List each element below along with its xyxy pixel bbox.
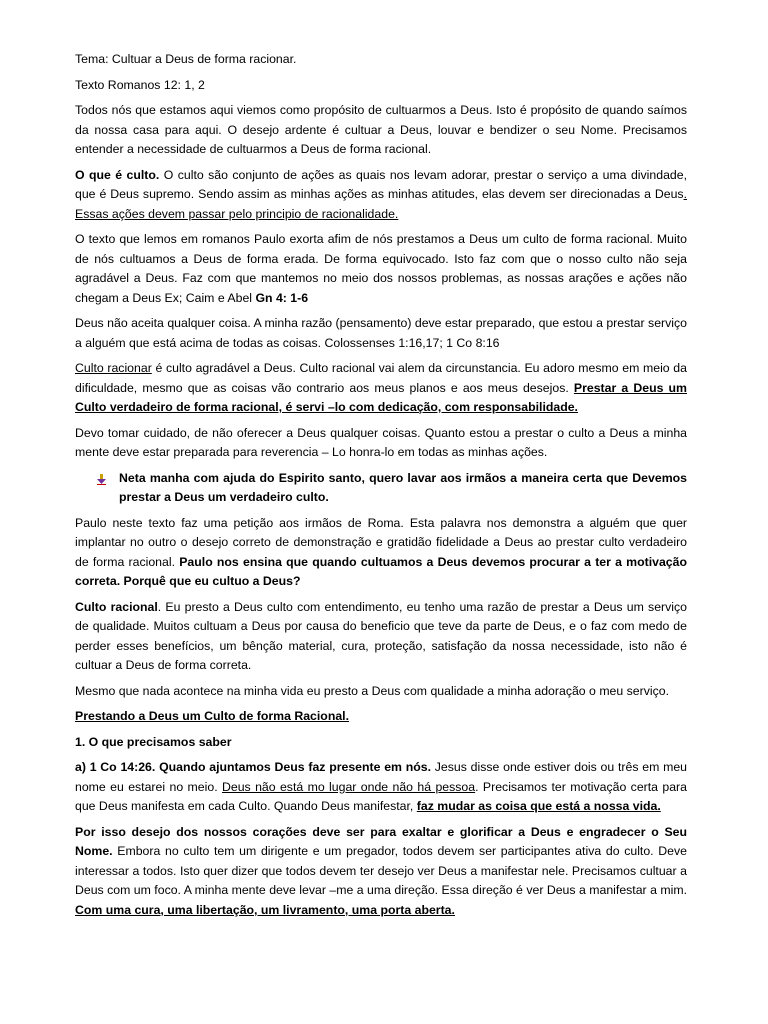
paragraph-culto-racionar bbox=[75, 359, 687, 418]
section-heading: Prestando a Deus um Culto de forma Racional. bbox=[75, 709, 350, 723]
scripture-reference: Texto Romanos 12: 1, 2 bbox=[75, 77, 205, 92]
paragraph-mesmo-que: Mesmo que nada acontece na minha vida eu presto a Deus com qualidade a minha adoração o meu serviço. bbox=[75, 683, 670, 698]
paragraph-underline: . Essas ações devem passar pelo principio de racionalidade. bbox=[75, 187, 687, 221]
document-page bbox=[75, 50, 687, 926]
paragraph-body: . Precisamos ter motivação certa para que Deus manifesta em cada Culto. Quando Deus manifestar, bbox=[75, 779, 687, 813]
paragraph-devo-tomar: Devo tomar cuidado, de não oferecer a Deus qualquer coisas. Quanto estou a prestar o culto a Deus a minha mente deve estar preparada para reverencia – Lo honra-lo em todas as minhas ações. bbox=[75, 425, 687, 459]
document-title: Tema: Cultuar a Deus de forma racionar. bbox=[75, 52, 297, 66]
paragraph-body: . Eu presto a Deus culto com entendimento, eu tenho uma razão de prestar a Deus um serviço de qualidade. Muitos cultuam a Deus por causa do beneficio que teve da parte de Deus, e o faz com medo de perder esses benefícios, um bênção material, cura, proteção, satisfação da nossa necessidade, isto não é cultuar a Deus de forma correta. bbox=[75, 599, 687, 672]
paragraph-culto-racional bbox=[75, 598, 687, 676]
paragraph-romans bbox=[75, 230, 687, 308]
paragraph-intro: Todos nós que estamos aqui viemos como propósito de cultuarmos a Deus. Isto é propósito de quando saímos da nossa casa para aqui. O desejo ardente é cultuar a Deus, louvar e bendizer o seu Nome. Precisamos entender a necessidade de cultuarmos a Deus de forma racional. bbox=[75, 103, 687, 156]
paragraph-bold: a) 1 Co 14:26. Quando ajuntamos Deus faz presente em nós. bbox=[75, 760, 432, 774]
paragraph-body: Paulo neste texto faz uma petição aos irmãos de Roma. Esta palavra nos demonstra a alguém que quer implantar no outro o desejo correto de demonstração e gratidão fidelidade a Deus ao prestar culto verdadeiro de forma racional. bbox=[75, 515, 687, 569]
paragraph-what-is-culto bbox=[75, 166, 687, 225]
bullet-text: Neta manha com ajuda do Espirito santo, quero lavar aos irmãos a maneira certa que Devemos prestar a Deus um verdadeiro culto. bbox=[119, 470, 687, 504]
bullet-arrow-icon bbox=[75, 469, 103, 488]
paragraph-body: é culto agradável a Deus. Culto racional vai alem da circunstancia. Eu adoro mesmo em meio da dificuldade, mesmo que as coisas vão contrario aos meus planos e aos meus desejos. bbox=[75, 361, 687, 395]
paragraph-body: Embora no culto tem um dirigente e um pregador, todos devem ser participantes ativa do culto. Deve interessar a todos. Isto quer dizer que todos devem ter desejo ver Deus a manifestar nele. Precisamos cultuar a Deus com um foco. A minha mente deve levar –me a uma direção. Essa direção é ver Deus a manifestar a mim. bbox=[75, 844, 687, 897]
paragraph-lead: Culto racional bbox=[75, 599, 158, 614]
paragraph-underline: Deus não está mo lugar onde não há pessoa bbox=[221, 779, 476, 794]
paragraph-underline: Prestar a Deus um Culto verdadeiro de forma racional, é servi –lo com dedicação, com responsabilidade. bbox=[75, 380, 687, 414]
bible-reference: Gn 4: 1-6 bbox=[255, 290, 309, 305]
paragraph-underline: faz mudar as coisa que está a nossa vida. bbox=[416, 799, 661, 813]
paragraph-body: O texto que lemos em romanos Paulo exorta afim de nós prestamos a Deus um culto de forma racional. Muito de nós cultuamos a Deus de forma erada. De forma equivocado. Isto faz com que o nosso culto não seja agradável a Deus. Faz com que mantemos no meio dos nossos problemas, as nossas arações e ações não chegam a Deus Ex; Caim e Abel bbox=[75, 232, 687, 305]
paragraph-bold: Paulo nos ensina que quando cultuamos a Deus devemos procurar a ter a motivação correta. Porquê que eu cultuo a Deus? bbox=[75, 554, 687, 588]
paragraph-1co14 bbox=[75, 758, 687, 817]
paragraph-por-isso bbox=[75, 823, 687, 921]
paragraph-paulo-peticao bbox=[75, 514, 687, 592]
paragraph-deus-nao-aceita: Deus não aceita qualquer coisa. A minha razão (pensamento) deve estar preparado, que estou a prestar serviço a alguém que está acima de todas as coisas. Colossenses 1:16,17; 1 Co 8:16 bbox=[75, 316, 687, 350]
paragraph-body: Jesus disse onde estiver dois ou três em meu nome eu estarei no meio. bbox=[75, 760, 687, 794]
paragraph-underline: Com uma cura, uma libertação, um livramento, uma porta aberta. bbox=[75, 902, 455, 917]
paragraph-lead: O que é culto. bbox=[75, 167, 160, 182]
paragraph-lead: Culto racionar bbox=[75, 361, 152, 375]
paragraph-body: O culto são conjunto de ações as quais nos levam adorar, prestar o serviço a uma divindade, que é Deus supremo. Sendo assim as minhas ações as minhas atitudes, elas devem ser direcionadas a Deus bbox=[75, 167, 688, 201]
bullet-item bbox=[75, 469, 687, 508]
section-subheading: 1. O que precisamos saber bbox=[75, 734, 232, 749]
paragraph-bold: Por isso desejo dos nossos corações deve ser para exaltar e glorificar a Deus e engradecer o Seu Nome. bbox=[75, 824, 687, 858]
